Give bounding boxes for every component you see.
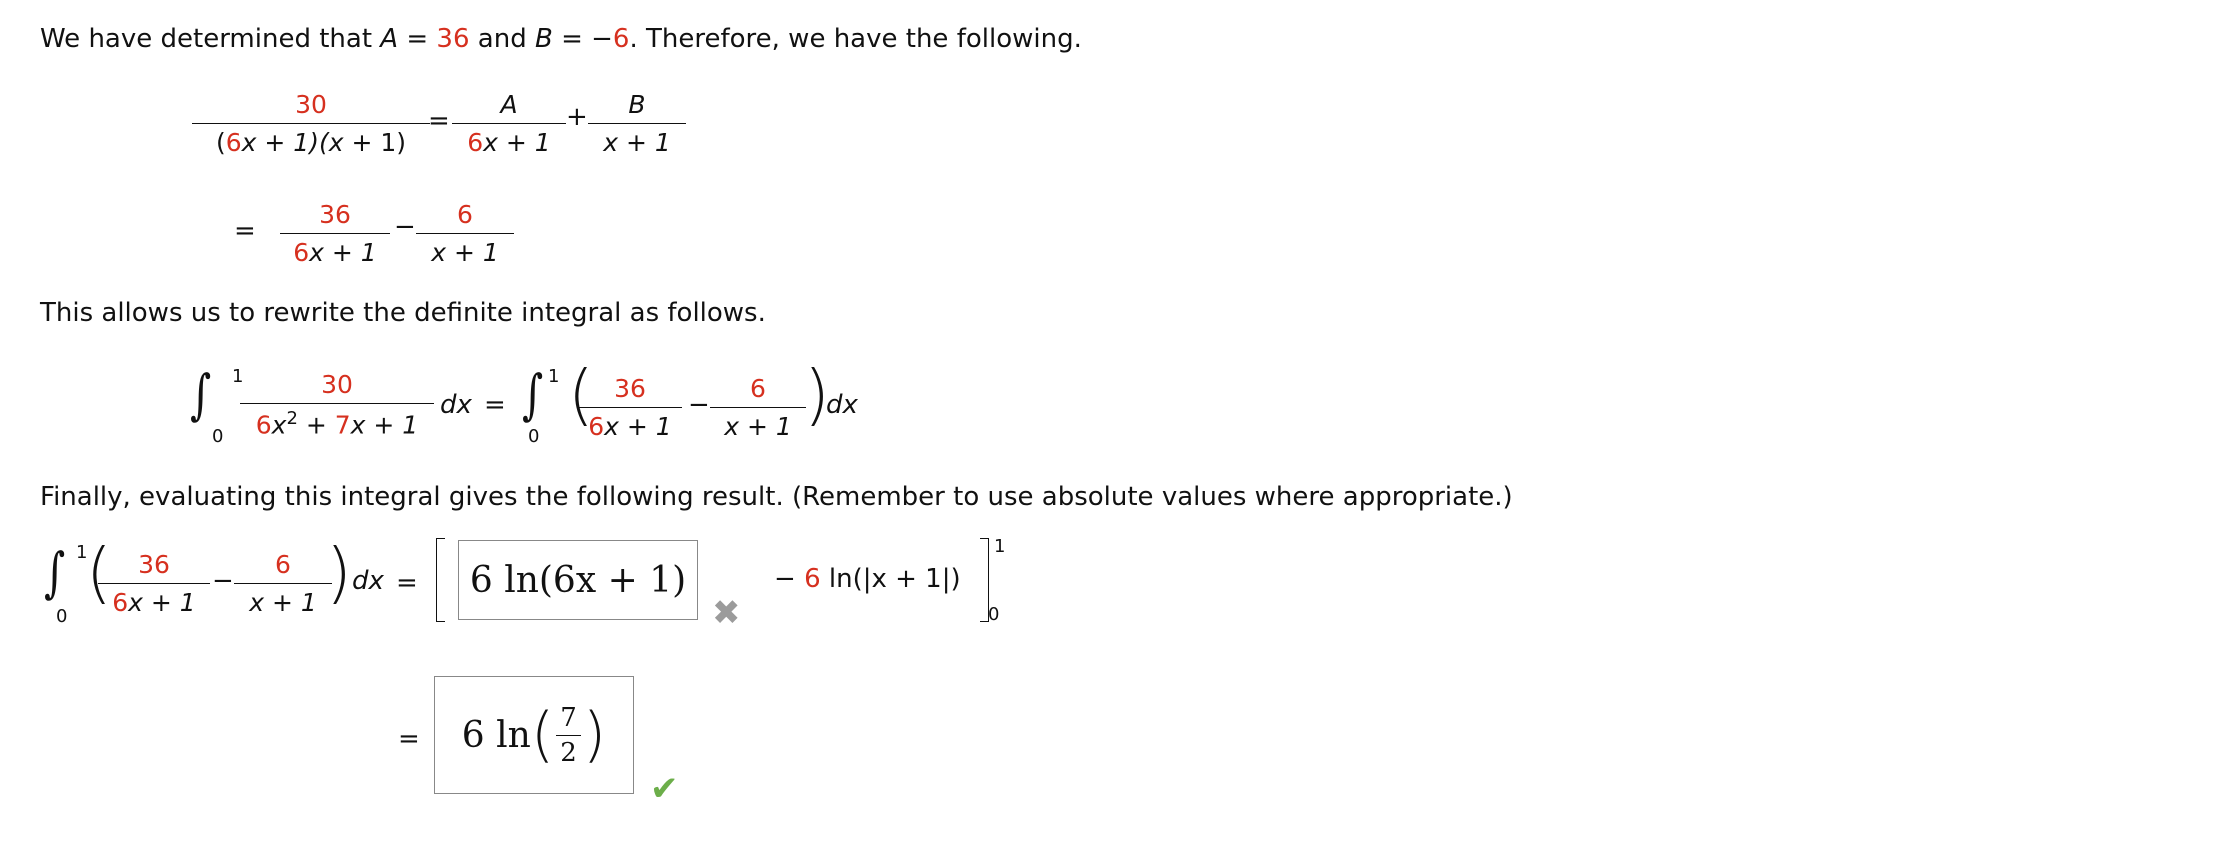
pf-minus: −	[394, 212, 416, 242]
value-a: 36	[436, 24, 470, 54]
pf-equals-2: =	[234, 216, 256, 246]
left-paren: (	[568, 356, 594, 433]
final-frac-1: $\frac{36}{6x + 1}$	[102, 550, 206, 617]
pf-a-fraction: $\frac{A}{6x + 1}$	[456, 90, 562, 157]
answer-input-2[interactable]: 6 ln ( 7 2 )	[434, 676, 634, 794]
final-minus: −	[212, 566, 234, 596]
integral-dx-2: dx	[826, 390, 858, 420]
eval-tail-term: − 6 ln(|x + 1|)	[774, 564, 961, 594]
integral-lower: 0	[212, 426, 224, 447]
final-equals-2: =	[398, 724, 420, 754]
integral2-upper: 1	[548, 366, 560, 387]
final-equals: =	[396, 568, 418, 598]
pf-result-frac-1: $\frac{36}{6x + 1}$	[284, 200, 386, 267]
rewrite-text: This allows us to rewrite the definite integral as follows.	[40, 298, 766, 328]
answer-input-1[interactable]: 6 ln(6x + 1)	[458, 540, 698, 620]
var-b: B	[534, 24, 553, 54]
incorrect-x-icon: ✖	[712, 593, 741, 633]
pf-result-frac-2: $\frac{6}{x + 1}$	[420, 200, 510, 267]
pf-b-fraction: $\frac{B}{x + 1}$	[592, 90, 682, 157]
integral-sign-2: ∫	[522, 363, 544, 426]
pf-plus: +	[566, 102, 588, 132]
final-upper: 1	[76, 542, 88, 563]
integrand-fraction: $\frac{30}{6x^2 + 7x + 1}$	[244, 370, 430, 439]
var-a: A	[380, 24, 399, 54]
intro-text: We have determined that A = 36 and B = −6. Therefore, we have the following.	[40, 24, 1082, 54]
pf-lhs-fraction	[196, 90, 426, 157]
final-left-paren: (	[86, 534, 112, 611]
pf-lhs-num: 30	[295, 90, 327, 119]
integral-sign: ∫	[190, 363, 212, 426]
integral2-lower: 0	[528, 426, 540, 447]
eval-bracket-left	[436, 538, 445, 622]
pf-lhs-den: (6x + 1)(x + 1)	[192, 123, 430, 157]
final-frac-2: $\frac{6}{x + 1}$	[238, 550, 328, 617]
integral-frac-1: $\frac{36}{6x + 1}$	[582, 374, 678, 441]
integral-minus: −	[688, 390, 710, 420]
integral-frac-2: $\frac{6}{x + 1}$	[714, 374, 802, 441]
bracket-lower: 0	[988, 604, 1000, 625]
final-dx: dx	[352, 566, 384, 596]
final-lower: 0	[56, 606, 68, 627]
pf-equals: =	[428, 106, 450, 136]
right-paren: )	[804, 356, 830, 433]
integral-equals: =	[484, 390, 506, 420]
final-integral-sign: ∫	[44, 541, 66, 604]
value-b: 6	[612, 24, 630, 54]
final-text: Finally, evaluating this integral gives the following result. (Remember to use absolute values where appropriate.)	[40, 482, 1513, 512]
answer2-fraction: 7 2	[556, 703, 581, 768]
bracket-upper: 1	[994, 536, 1006, 557]
integral-upper: 1	[232, 366, 244, 387]
correct-check-icon: ✔	[650, 769, 679, 809]
final-right-paren: )	[326, 534, 352, 611]
integral-dx: dx	[440, 390, 472, 420]
